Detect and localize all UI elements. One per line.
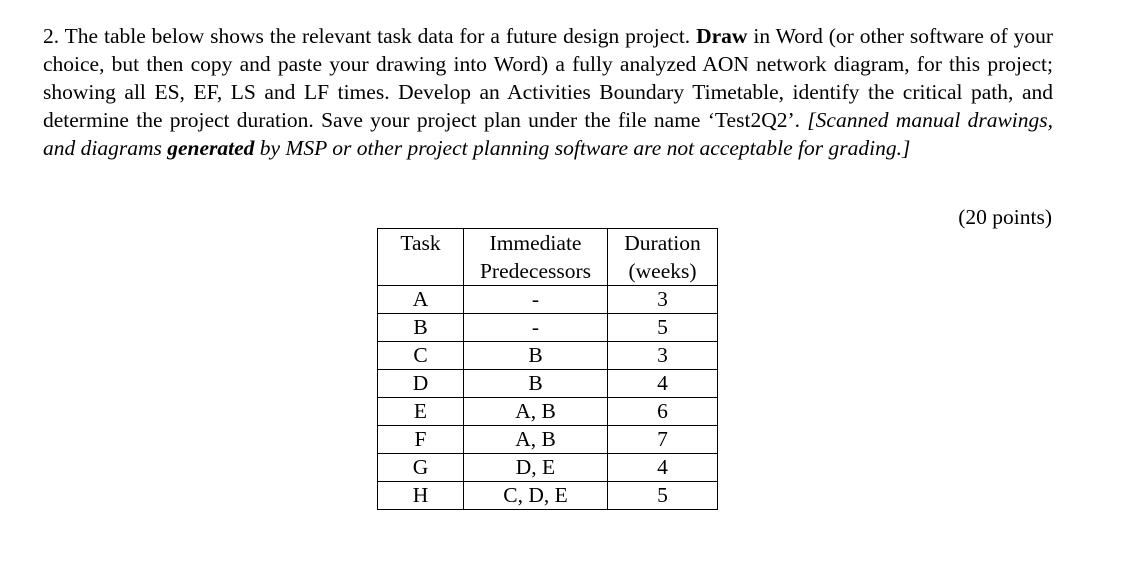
cell-duration: 4 xyxy=(608,370,718,398)
question-text xyxy=(43,22,1053,162)
task-data-table xyxy=(377,228,718,510)
cell-predecessors: - xyxy=(464,314,608,342)
table-row xyxy=(378,370,718,398)
table-row xyxy=(378,398,718,426)
cell-predecessors: B xyxy=(464,370,608,398)
table-row xyxy=(378,314,718,342)
cell-duration: 3 xyxy=(608,342,718,370)
header-predecessors: Immediate Predecessors xyxy=(464,229,608,286)
table-row xyxy=(378,342,718,370)
cell-duration: 5 xyxy=(608,314,718,342)
table-row xyxy=(378,286,718,314)
cell-task: B xyxy=(378,314,464,342)
cell-duration: 7 xyxy=(608,426,718,454)
cell-predecessors: D, E xyxy=(464,454,608,482)
cell-predecessors: A, B xyxy=(464,426,608,454)
question-note-start: [Scanned manual drawings, and diagrams xyxy=(43,108,1054,160)
cell-predecessors: B xyxy=(464,342,608,370)
question-note-emphasis: generated xyxy=(167,136,255,160)
cell-task: E xyxy=(378,398,464,426)
cell-task: A xyxy=(378,286,464,314)
cell-predecessors: - xyxy=(464,286,608,314)
table-row xyxy=(378,454,718,482)
question-intro: The table below shows the relevant task data for a future design project. xyxy=(59,24,697,48)
question-instructions: in Word (or other software of your choice, but then copy and paste your drawing into Word) a fully analyzed AON network diagram, for this project; showing all ES, EF, LS and LF times. Develop an Activities Boundary Timetable, identify the critical path, and determine the project duration. Save your project plan under the file name ‘Test2Q2’. xyxy=(43,24,1054,132)
cell-task: G xyxy=(378,454,464,482)
cell-task: D xyxy=(378,370,464,398)
question-draw-keyword: Draw xyxy=(696,24,748,48)
cell-duration: 5 xyxy=(608,482,718,510)
cell-task: C xyxy=(378,342,464,370)
table-row xyxy=(378,482,718,510)
points-label: (20 points) xyxy=(958,205,1052,229)
cell-duration: 4 xyxy=(608,454,718,482)
header-task: Task xyxy=(378,229,464,286)
cell-predecessors: A, B xyxy=(464,398,608,426)
cell-duration: 6 xyxy=(608,398,718,426)
cell-task: F xyxy=(378,426,464,454)
cell-duration: 3 xyxy=(608,286,718,314)
table-row xyxy=(378,426,718,454)
cell-task: H xyxy=(378,482,464,510)
table-header-row xyxy=(378,229,718,286)
question-note-end: by MSP or other project planning software are not acceptable for grading.] xyxy=(254,136,911,160)
question-number: 2. xyxy=(43,24,60,48)
cell-predecessors: C, D, E xyxy=(464,482,608,510)
header-duration: Duration (weeks) xyxy=(608,229,718,286)
